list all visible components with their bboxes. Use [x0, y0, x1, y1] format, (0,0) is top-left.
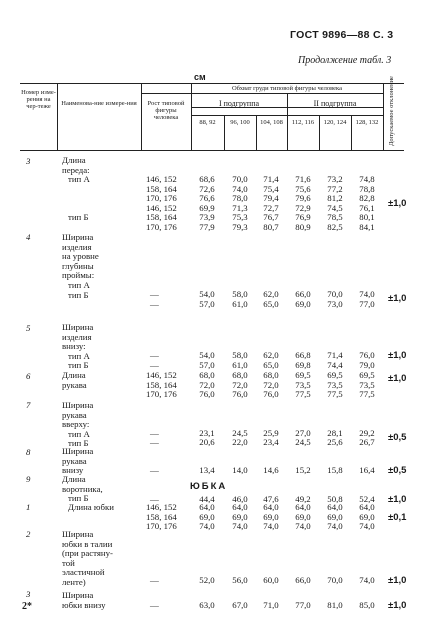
- measure-name-line: на уровне: [62, 251, 99, 262]
- header-chest-size: 88, 92: [199, 119, 216, 126]
- value-cell: 25,9: [263, 428, 279, 438]
- measure-name-line: Ширина: [62, 322, 94, 332]
- value-cell: 69,5: [327, 370, 343, 380]
- measure-number: 5: [26, 323, 31, 333]
- value-cell: 74,0: [295, 521, 311, 532]
- value-cell: 66,8: [295, 350, 311, 360]
- value-cell: 56,0: [232, 575, 248, 585]
- tolerance-value: ±1,0: [388, 198, 407, 209]
- value-cell: 79,4: [263, 193, 279, 204]
- measure-name-line: эластичной: [62, 567, 105, 578]
- measure-name-line: Ширина: [62, 446, 94, 456]
- value-cell: 61,0: [232, 360, 248, 370]
- tolerance-value: ±1,0: [388, 600, 407, 611]
- value-cell: 64,0: [295, 502, 311, 512]
- value-cell: 76,7: [263, 212, 279, 223]
- value-cell: 76,0: [359, 350, 375, 360]
- measure-name-line: юбки внизу: [62, 600, 106, 610]
- measure-number: 3: [26, 156, 31, 166]
- value-cell: 23,1: [199, 428, 215, 438]
- section-title-skirt: ЮБКА: [190, 481, 228, 492]
- value-cell: 69,0: [263, 511, 279, 522]
- value-cell: 78,8: [359, 183, 375, 194]
- measure-name-line: Ширина: [62, 400, 94, 410]
- height-cell: 146, 152: [146, 174, 177, 184]
- tolerance-value: ±1,0: [388, 373, 407, 384]
- value-cell: 29,2: [359, 428, 375, 438]
- value-cell: 52,4: [359, 494, 375, 504]
- value-cell: 75,6: [295, 183, 311, 194]
- height-cell: 170, 176: [146, 389, 177, 400]
- value-cell: 68,6: [199, 174, 215, 184]
- value-cell: 54,0: [199, 350, 215, 360]
- value-cell: 62,0: [263, 289, 279, 299]
- measure-number: 4: [26, 232, 31, 242]
- header-measure-name: Наименова-ние измере-ния: [61, 100, 137, 107]
- measure-name-line: изделия: [62, 241, 92, 252]
- measure-name-line: внизу:: [62, 341, 86, 352]
- value-cell: 24,5: [295, 437, 311, 447]
- header-chest-size: 104, 108: [260, 119, 283, 126]
- height-cell: —: [150, 360, 159, 370]
- measure-number: 6: [26, 371, 31, 381]
- measure-name-line: тип А: [68, 428, 90, 439]
- page-footer-mark: 2*: [22, 601, 32, 612]
- value-cell: 75,3: [232, 212, 248, 223]
- value-cell: 74,0: [359, 575, 375, 585]
- measure-name-line: тип А: [68, 350, 90, 361]
- value-cell: 65,0: [263, 299, 279, 309]
- value-cell: 23,4: [263, 437, 279, 447]
- value-cell: 74,0: [199, 521, 215, 532]
- value-cell: 84,1: [359, 222, 375, 232]
- measure-name-line: переда:: [62, 164, 90, 175]
- height-cell: 146, 152: [146, 502, 177, 512]
- value-cell: 52,0: [199, 575, 215, 585]
- value-cell: 14,6: [263, 465, 279, 475]
- measure-name-line: вверху:: [62, 419, 90, 430]
- height-cell: —: [150, 437, 159, 447]
- value-cell: 72,0: [232, 379, 248, 390]
- header-chest-size: 120, 124: [323, 119, 347, 126]
- measure-name-line: юбки в талии: [62, 538, 113, 549]
- measure-name-line: рукава: [62, 455, 87, 466]
- measure-name-line: той: [62, 557, 75, 568]
- value-cell: 68,0: [199, 370, 215, 380]
- value-cell: 64,0: [263, 502, 279, 512]
- value-cell: 71,0: [263, 600, 279, 610]
- value-cell: 62,0: [263, 350, 279, 360]
- header-height: Рост типовой фигуры человека: [147, 100, 185, 121]
- value-cell: 44,4: [199, 494, 215, 504]
- value-cell: 69,0: [295, 299, 311, 309]
- measure-name-line: изделия: [62, 331, 92, 342]
- value-cell: 69,0: [232, 511, 248, 522]
- height-cell: —: [150, 575, 159, 585]
- measure-name-line: рукава: [62, 409, 87, 420]
- value-cell: 78,0: [232, 193, 248, 204]
- measure-name-line: воротника,: [62, 483, 103, 494]
- header-subgroup-2: II подгруппа: [313, 99, 357, 108]
- measure-name-line: рукава: [62, 379, 87, 390]
- value-cell: 16,4: [359, 465, 375, 475]
- value-cell: 71,3: [232, 202, 248, 213]
- value-cell: 57,0: [199, 360, 215, 370]
- tolerance-value: ±1,0: [388, 293, 407, 304]
- tolerance-value: ±0,5: [388, 432, 407, 443]
- value-cell: 77,0: [295, 600, 311, 610]
- height-cell: 146, 152: [146, 202, 177, 213]
- header-chest-size: 128, 132: [355, 119, 379, 126]
- measure-name-line: Ширина: [62, 232, 94, 242]
- value-cell: 74,0: [263, 521, 279, 532]
- measure-name-line: (при растяну-: [62, 548, 113, 559]
- value-cell: 82,5: [327, 222, 343, 232]
- value-cell: 69,5: [359, 370, 375, 380]
- measure-name-line: Длина: [62, 474, 86, 484]
- value-cell: 71,6: [295, 174, 311, 184]
- value-cell: 72,7: [263, 202, 279, 213]
- value-cell: 73,5: [295, 379, 311, 390]
- measure-name-line: Ширина: [62, 529, 94, 539]
- measure-number: 2: [26, 529, 31, 539]
- value-cell: 80,1: [359, 212, 375, 223]
- value-cell: 74,0: [359, 289, 375, 299]
- measure-number: 3: [26, 589, 31, 599]
- value-cell: 73,5: [359, 379, 375, 390]
- value-cell: 71,4: [327, 350, 343, 360]
- value-cell: 69,0: [359, 511, 375, 522]
- value-cell: 77,2: [327, 183, 343, 194]
- value-cell: 74,0: [232, 183, 248, 194]
- value-cell: 68,0: [232, 370, 248, 380]
- value-cell: 28,1: [327, 428, 343, 438]
- height-cell: —: [150, 494, 159, 504]
- value-cell: 76,0: [232, 389, 248, 400]
- value-cell: 64,0: [327, 502, 343, 512]
- value-cell: 61,0: [232, 299, 248, 309]
- header-chest-size: 112, 116: [291, 119, 315, 126]
- measure-name-line: Длина: [62, 155, 86, 165]
- height-cell: 170, 176: [146, 521, 177, 532]
- measure-name-line: тип Б: [68, 360, 89, 371]
- value-cell: 76,6: [199, 193, 215, 204]
- value-cell: 74,8: [359, 174, 375, 184]
- value-cell: 69,0: [327, 511, 343, 522]
- measure-name-line: тип А: [68, 174, 90, 185]
- measure-name-line: проймы:: [62, 270, 95, 281]
- unit-label: см: [194, 72, 206, 82]
- value-cell: 74,0: [359, 521, 375, 532]
- value-cell: 57,0: [199, 299, 215, 309]
- value-cell: 66,0: [295, 289, 311, 299]
- value-cell: 79,0: [359, 360, 375, 370]
- value-cell: 82,8: [359, 193, 375, 204]
- value-cell: 72,0: [199, 379, 215, 390]
- value-cell: 72,6: [199, 183, 215, 194]
- value-cell: 64,0: [359, 502, 375, 512]
- height-cell: 158, 164: [146, 379, 177, 390]
- measure-name-line: внизу: [62, 465, 84, 476]
- value-cell: 75,4: [263, 183, 279, 194]
- value-cell: 70,0: [232, 174, 248, 184]
- value-cell: 76,9: [295, 212, 311, 223]
- value-cell: 64,0: [199, 502, 215, 512]
- value-cell: 66,0: [295, 575, 311, 585]
- measure-number: 8: [26, 447, 31, 457]
- value-cell: 80,9: [295, 222, 311, 232]
- value-cell: 77,5: [327, 389, 343, 400]
- value-cell: 76,0: [263, 389, 279, 400]
- value-cell: 81,2: [327, 193, 343, 204]
- value-cell: 73,0: [327, 299, 343, 309]
- value-cell: 26,7: [359, 437, 375, 447]
- value-cell: 13,4: [199, 465, 215, 475]
- height-cell: 170, 176: [146, 222, 177, 232]
- height-cell: —: [150, 299, 159, 309]
- measure-name-line: Длина юбки: [68, 502, 114, 512]
- value-cell: 74,0: [327, 521, 343, 532]
- value-cell: 64,0: [232, 502, 248, 512]
- tolerance-value: ±0,1: [388, 512, 407, 523]
- value-cell: 15,2: [295, 465, 311, 475]
- value-cell: 69,9: [199, 202, 215, 213]
- value-cell: 72,0: [263, 379, 279, 390]
- measure-name-line: Длина: [62, 370, 86, 380]
- value-cell: 76,1: [359, 202, 375, 213]
- value-cell: 68,0: [263, 370, 279, 380]
- value-cell: 77,9: [199, 222, 215, 232]
- height-cell: 158, 164: [146, 183, 177, 194]
- header-tolerance: Допускаемое отклонение: [388, 76, 395, 146]
- header-subgroup-1: I подгруппа: [218, 99, 260, 108]
- value-cell: 73,2: [327, 174, 343, 184]
- measure-name-line: тип Б: [68, 493, 89, 504]
- value-cell: 73,5: [327, 379, 343, 390]
- value-cell: 47,6: [263, 494, 279, 504]
- value-cell: 77,5: [295, 389, 311, 400]
- header-chest-group: Обхват груди типовой фигуры человека: [231, 85, 343, 92]
- height-cell: —: [150, 289, 159, 299]
- value-cell: 76,0: [199, 389, 215, 400]
- value-cell: 63,0: [199, 600, 215, 610]
- value-cell: 80,7: [263, 222, 279, 232]
- height-cell: —: [150, 350, 159, 360]
- header-chest-size: 96, 100: [230, 119, 250, 126]
- height-cell: —: [150, 428, 159, 438]
- value-cell: 74,0: [232, 521, 248, 532]
- height-cell: 158, 164: [146, 511, 177, 522]
- value-cell: 25,6: [327, 437, 343, 447]
- tolerance-value: ±1,0: [388, 575, 407, 586]
- value-cell: 74,5: [327, 202, 343, 213]
- value-cell: 22,0: [232, 437, 248, 447]
- value-cell: 79,3: [232, 222, 248, 232]
- value-cell: 73,9: [199, 212, 215, 223]
- height-cell: —: [150, 600, 159, 610]
- height-cell: 146, 152: [146, 370, 177, 380]
- value-cell: 27,0: [295, 428, 311, 438]
- value-cell: 46,0: [232, 494, 248, 504]
- value-cell: 49,2: [295, 494, 311, 504]
- value-cell: 58,0: [232, 350, 248, 360]
- value-cell: 54,0: [199, 289, 215, 299]
- measure-name-line: глубины: [62, 260, 94, 271]
- value-cell: 24,5: [232, 428, 248, 438]
- continuation-note: Продолжение табл. 3: [298, 55, 392, 66]
- value-cell: 50,8: [327, 494, 343, 504]
- value-cell: 60,0: [263, 575, 279, 585]
- value-cell: 71,4: [263, 174, 279, 184]
- value-cell: 65,0: [263, 360, 279, 370]
- value-cell: 69,5: [295, 370, 311, 380]
- measure-name-line: Ширина: [62, 590, 94, 600]
- value-cell: 69,0: [295, 511, 311, 522]
- page-header-gost: ГОСТ 9896—88 С. 3: [290, 29, 394, 41]
- header-measure-number: Номер изме-рения на чер-теже: [21, 89, 56, 110]
- value-cell: 15,8: [327, 465, 343, 475]
- value-cell: 58,0: [232, 289, 248, 299]
- value-cell: 14,0: [232, 465, 248, 475]
- value-cell: 70,0: [327, 289, 343, 299]
- value-cell: 72,9: [295, 202, 311, 213]
- value-cell: 79,6: [295, 193, 311, 204]
- measure-number: 7: [26, 400, 31, 410]
- tolerance-value: ±1,0: [388, 494, 407, 505]
- tolerance-value: ±0,5: [388, 465, 407, 476]
- measure-name-line: ленте): [62, 577, 86, 587]
- height-cell: —: [150, 465, 159, 475]
- height-cell: 170, 176: [146, 193, 177, 204]
- value-cell: 74,4: [327, 360, 343, 370]
- measure-name-line: тип А: [68, 280, 90, 290]
- value-cell: 70,0: [327, 575, 343, 585]
- value-cell: 77,5: [359, 389, 375, 400]
- value-cell: 77,0: [359, 299, 375, 309]
- value-cell: 69,0: [199, 511, 215, 522]
- measure-name-line: тип Б: [68, 212, 89, 222]
- measure-number: 9: [26, 474, 31, 484]
- value-cell: 81,0: [327, 600, 343, 610]
- value-cell: 67,0: [232, 600, 248, 610]
- value-cell: 85,0: [359, 600, 375, 610]
- measure-name-line: тип Б: [68, 438, 89, 449]
- tolerance-value: ±1,0: [388, 350, 407, 361]
- height-cell: 158, 164: [146, 212, 177, 223]
- measure-number: 1: [26, 502, 31, 512]
- measure-name-line: тип Б: [68, 289, 89, 300]
- value-cell: 69,8: [295, 360, 311, 370]
- value-cell: 20,6: [199, 437, 215, 447]
- value-cell: 78,5: [327, 212, 343, 223]
